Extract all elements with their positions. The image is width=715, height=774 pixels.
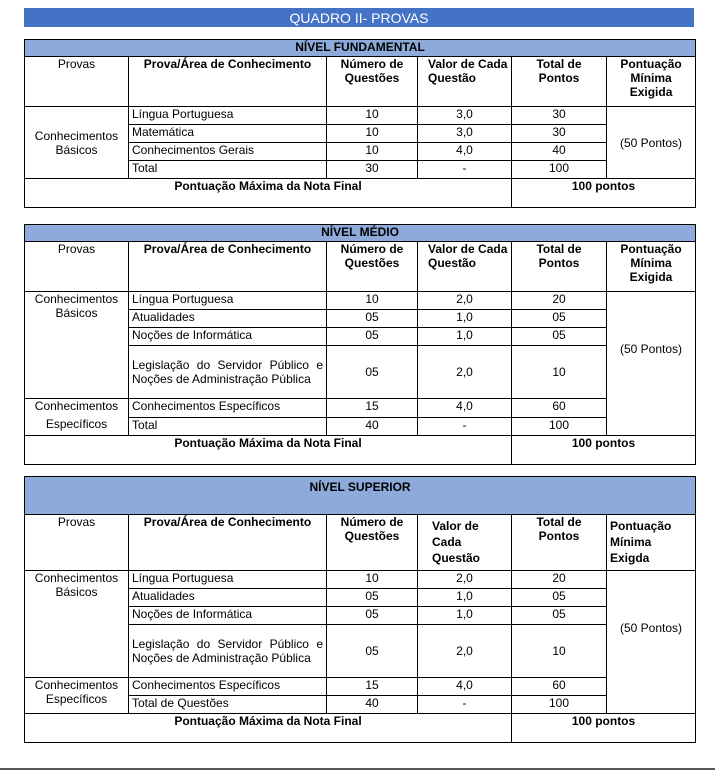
cell-valor: - <box>418 696 512 714</box>
cell-valor: 2,0 <box>418 571 512 589</box>
page-divider <box>0 768 715 770</box>
cell-valor: 2,0 <box>418 625 512 678</box>
header-total: Total de Pontos <box>512 515 607 571</box>
header-total: Total de Pontos <box>512 57 607 107</box>
cell-numero: 10 <box>327 571 418 589</box>
cell-area: Conhecimentos Específicos <box>129 678 327 696</box>
cell-area: Total <box>129 417 327 435</box>
header-provas: Provas <box>25 242 129 292</box>
cell-total: 05 <box>512 328 607 346</box>
table-row <box>25 417 696 435</box>
cell-numero: 10 <box>327 143 418 161</box>
cell-valor: 1,0 <box>418 607 512 625</box>
group-label: Conhecimentos <box>25 399 129 418</box>
cell-total: 30 <box>512 125 607 143</box>
cell-numero: 05 <box>327 346 418 399</box>
cell-area: Língua Portuguesa <box>129 571 327 589</box>
cell-numero: 15 <box>327 678 418 696</box>
cell-area: Legislação do Servidor Público e Noções de Administração Pública <box>129 625 327 678</box>
group-label: Conhecimentos Básicos <box>25 292 129 399</box>
section-title: NÍVEL FUNDAMENTAL <box>25 40 696 57</box>
cell-area: Língua Portuguesa <box>129 107 327 125</box>
table-row <box>25 107 696 125</box>
cell-numero: 30 <box>327 161 418 179</box>
cell-area: Língua Portuguesa <box>129 292 327 310</box>
cell-valor: 3,0 <box>418 107 512 125</box>
cell-area: Atualidades <box>129 310 327 328</box>
header-numero: Número de Questões <box>327 242 418 292</box>
cell-total: 40 <box>512 143 607 161</box>
foot-value: 100 pontos <box>512 435 696 464</box>
cell-valor: 1,0 <box>418 328 512 346</box>
cell-area: Total <box>129 161 327 179</box>
cell-total: 10 <box>512 625 607 678</box>
header-provas: Provas <box>25 515 129 571</box>
foot-label: Pontuação Máxima da Nota Final <box>25 714 512 743</box>
group-label: Conhecimentos Específicos <box>25 678 129 714</box>
header-total: Total de Pontos <box>512 242 607 292</box>
cell-minima: (50 Pontos) <box>607 107 696 179</box>
table-fundamental <box>24 39 696 208</box>
table-medio <box>24 224 696 465</box>
cell-valor: 2,0 <box>418 292 512 310</box>
group-label: Específicos <box>25 417 129 435</box>
header-valor: Valor de Cada Questão <box>418 515 512 571</box>
foot-label: Pontuação Máxima da Nota Final <box>25 435 512 464</box>
cell-total: 10 <box>512 346 607 399</box>
table-row <box>25 678 696 696</box>
group-label: Conhecimentos Básicos <box>25 107 129 179</box>
cell-minima: (50 Pontos) <box>607 571 696 714</box>
cell-area: Conhecimentos Gerais <box>129 143 327 161</box>
header-area: Prova/Área de Conhecimento <box>129 242 327 292</box>
cell-valor: 1,0 <box>418 310 512 328</box>
cell-area: Atualidades <box>129 589 327 607</box>
section-title: NÍVEL MÉDIO <box>25 225 696 242</box>
foot-label: Pontuação Máxima da Nota Final <box>25 179 512 208</box>
cell-valor: - <box>418 161 512 179</box>
cell-numero: 10 <box>327 125 418 143</box>
cell-numero: 05 <box>327 589 418 607</box>
cell-valor: 2,0 <box>418 346 512 399</box>
cell-valor: 4,0 <box>418 678 512 696</box>
header-area: Prova/Área de Conhecimento <box>129 57 327 107</box>
cell-total: 20 <box>512 292 607 310</box>
cell-numero: 40 <box>327 696 418 714</box>
table-superior <box>24 476 696 743</box>
cell-valor: 1,0 <box>418 589 512 607</box>
header-minima: Pontuação Mínima Exigda <box>607 515 696 571</box>
cell-total: 100 <box>512 696 607 714</box>
cell-numero: 10 <box>327 107 418 125</box>
cell-total: 100 <box>512 417 607 435</box>
table-row <box>25 292 696 310</box>
section-title: NÍVEL SUPERIOR <box>25 477 696 515</box>
cell-area: Conhecimentos Específicos <box>129 399 327 418</box>
header-area: Prova/Área de Conhecimento <box>129 515 327 571</box>
cell-numero: 05 <box>327 328 418 346</box>
cell-area: Noções de Informática <box>129 607 327 625</box>
table-row <box>25 399 696 418</box>
foot-value: 100 pontos <box>512 179 696 208</box>
cell-valor: 4,0 <box>418 143 512 161</box>
cell-valor: - <box>418 417 512 435</box>
cell-total: 05 <box>512 607 607 625</box>
cell-area: Legislação do Servidor Público e Noções de Administração Pública <box>129 346 327 399</box>
cell-valor: 3,0 <box>418 125 512 143</box>
table-row <box>25 571 696 589</box>
group-label: Conhecimentos Básicos <box>25 571 129 678</box>
cell-area: Matemática <box>129 125 327 143</box>
cell-numero: 10 <box>327 292 418 310</box>
cell-area: Noções de Informática <box>129 328 327 346</box>
header-valor: Valor de Cada Questão <box>418 57 512 107</box>
cell-numero: 05 <box>327 310 418 328</box>
header-minima: Pontuação Mínima Exigida <box>607 242 696 292</box>
foot-value: 100 pontos <box>512 714 696 743</box>
header-numero: Número de Questões <box>327 515 418 571</box>
header-minima: Pontuação Mínima Exigida <box>607 57 696 107</box>
header-valor: Valor de Cada Questão <box>418 242 512 292</box>
cell-total: 100 <box>512 161 607 179</box>
cell-minima: (50 Pontos) <box>607 292 696 436</box>
cell-numero: 05 <box>327 607 418 625</box>
cell-total: 20 <box>512 571 607 589</box>
cell-total: 05 <box>512 310 607 328</box>
cell-numero: 05 <box>327 625 418 678</box>
cell-valor: 4,0 <box>418 399 512 418</box>
cell-numero: 15 <box>327 399 418 418</box>
cell-total: 60 <box>512 678 607 696</box>
cell-total: 30 <box>512 107 607 125</box>
cell-total: 60 <box>512 399 607 418</box>
cell-numero: 40 <box>327 417 418 435</box>
page-title: QUADRO II- PROVAS <box>24 8 694 27</box>
cell-total: 05 <box>512 589 607 607</box>
header-numero: Número de Questões <box>327 57 418 107</box>
cell-area: Total de Questões <box>129 696 327 714</box>
header-provas: Provas <box>25 57 129 107</box>
